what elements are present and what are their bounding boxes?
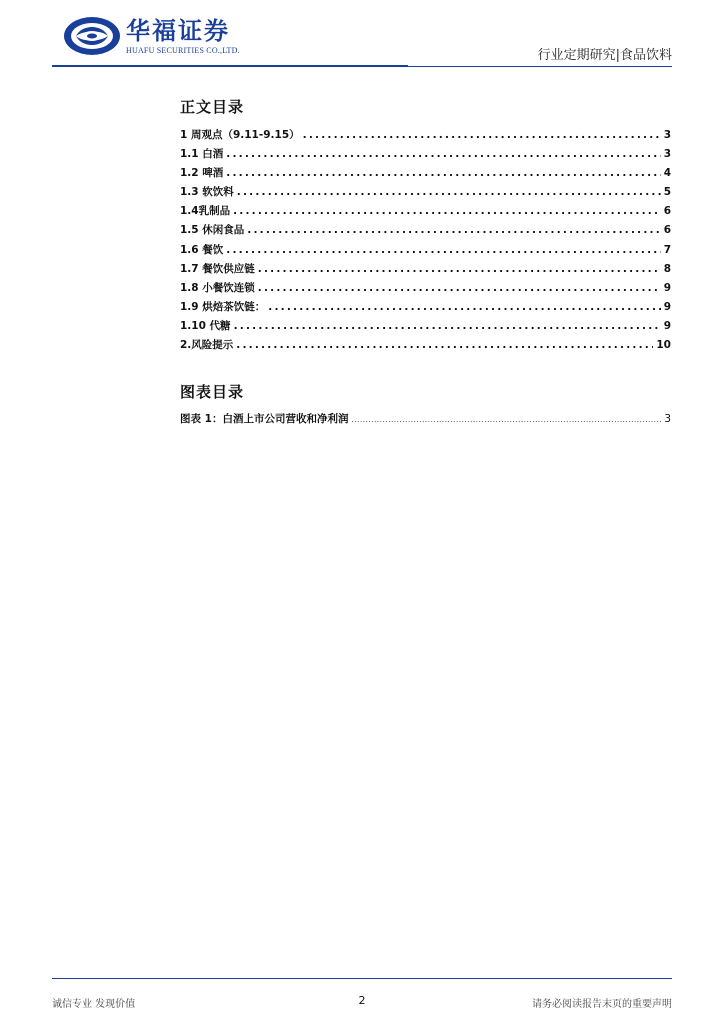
- toc-entry-page: 10: [656, 339, 671, 352]
- figure-entry-page: 3: [664, 413, 671, 425]
- toc-leader-dots: [237, 186, 661, 198]
- toc-entry[interactable]: [180, 242, 671, 261]
- toc-entry[interactable]: [180, 146, 671, 165]
- toc-leader-dots: [258, 282, 661, 294]
- figure-entry-label: 图表 1：白酒上市公司营收和净利润: [180, 413, 349, 425]
- toc-title: 正文目录: [180, 98, 245, 116]
- toc-entry-label: 2.风险提示: [180, 339, 234, 352]
- toc-entry-label: 1.1 白酒: [180, 148, 224, 161]
- toc-entry-label: 1.3 软饮料: [180, 186, 234, 199]
- toc-entry-page: 6: [663, 224, 671, 237]
- report-category: 行业定期研究|食品饮料: [537, 48, 672, 63]
- figure-entry[interactable]: [180, 411, 671, 426]
- toc-entry[interactable]: [180, 280, 671, 299]
- toc-entry-page: 5: [663, 186, 671, 199]
- toc-entry[interactable]: [180, 318, 671, 337]
- toc-entry[interactable]: [180, 184, 671, 203]
- footer-disclaimer: 请务必阅读报告末页的重要声明: [532, 999, 672, 1010]
- toc-entry-label: 1.4乳制品: [180, 205, 231, 218]
- toc-entry-label: 1.6 餐饮: [180, 243, 224, 256]
- toc-entry[interactable]: [180, 165, 671, 184]
- toc-entry-label: 1.2 啤酒: [180, 167, 224, 180]
- figures-title: 图表目录: [180, 383, 245, 401]
- toc-entry[interactable]: [180, 261, 671, 280]
- toc-leader-dots: [236, 339, 653, 351]
- toc-leader-dots: [258, 263, 661, 275]
- logo-chinese-name: 华福证券: [126, 16, 230, 45]
- toc-entry[interactable]: [180, 299, 671, 318]
- footer-slogan: 诚信专业 发现价值: [52, 999, 136, 1010]
- toc-leader-dots: [226, 148, 660, 160]
- toc-leader-dots: [247, 224, 660, 236]
- toc-entry[interactable]: [180, 203, 671, 222]
- company-logo: [62, 14, 240, 58]
- toc-entry-label: 1 周观点（9.11-9.15）: [180, 129, 300, 141]
- toc-leader-dots: [268, 301, 660, 313]
- toc-leader-dots: [303, 129, 661, 141]
- logo-english-name: HUAFU SECURITIES CO.,LTD.: [126, 46, 240, 55]
- toc-entry-page: 3: [663, 148, 671, 161]
- footer-divider: [52, 978, 672, 979]
- toc-entry-page: 9: [663, 319, 671, 332]
- figure-leader-dots: [351, 416, 661, 424]
- toc-entry-page: 6: [663, 205, 671, 218]
- toc-entry-label: 1.9 烘焙茶饮链：: [180, 300, 266, 313]
- toc-entry-page: 9: [663, 300, 671, 313]
- toc-entry-label: 1.5 休闲食品: [180, 224, 245, 237]
- toc-leader-dots: [234, 320, 661, 332]
- toc-entry-page: 4: [663, 167, 671, 180]
- toc-leader-dots: [233, 205, 661, 217]
- toc-entry[interactable]: [180, 222, 671, 241]
- toc-entry[interactable]: [180, 127, 671, 146]
- toc-entry-label: 1.7 餐饮供应链: [180, 262, 255, 275]
- toc-entry[interactable]: [180, 337, 671, 356]
- toc-leader-dots: [226, 244, 660, 256]
- header-divider-accent: [52, 65, 408, 67]
- toc-entry-page: 3: [663, 129, 671, 141]
- toc-list: [180, 127, 671, 356]
- toc-entry-label: 1.10 代糖: [180, 319, 231, 332]
- toc-entry-page: 7: [663, 243, 671, 256]
- toc-entry-label: 1.8 小餐饮连锁: [180, 281, 255, 294]
- figures-list: [180, 411, 671, 426]
- huafu-logo-icon: [62, 14, 122, 58]
- toc-entry-page: 8: [663, 262, 671, 275]
- page-number: 2: [358, 994, 366, 1007]
- toc-leader-dots: [226, 167, 660, 179]
- toc-entry-page: 9: [663, 281, 671, 294]
